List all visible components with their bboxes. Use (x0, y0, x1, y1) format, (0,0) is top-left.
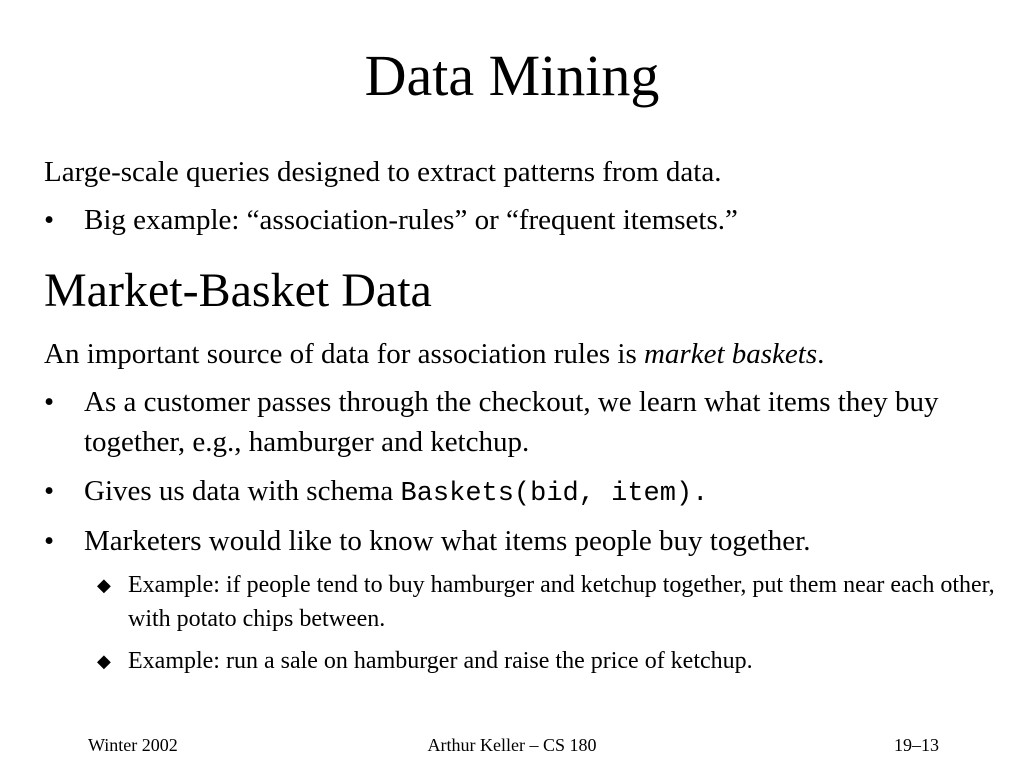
bullet-text (84, 471, 708, 514)
diamond-bullet-icon: ◆ (97, 575, 111, 595)
bullet-icon: • (44, 386, 55, 418)
schema-code: Baskets(bid, item). (400, 479, 709, 509)
bullet-icon: • (44, 204, 55, 236)
section-intro-text: An important source of data for association rules is (44, 338, 644, 370)
slide-title: Data Mining (364, 43, 660, 108)
section-intro-emphasis: market baskets (643, 338, 818, 370)
footer-slide-number: 19–13 (894, 735, 939, 755)
schema-text: Gives us data with schema (84, 475, 401, 507)
bullet-text: Big example: “association-rules” or “frequent itemsets.” (84, 204, 738, 236)
sub-bullet-text: Example: run a sale on hamburger and raise the price of ketchup. (128, 648, 753, 674)
footer-date: Winter 2002 (88, 735, 178, 755)
diamond-bullet-icon: ◆ (97, 651, 111, 671)
section-title: Market-Basket Data (44, 264, 432, 317)
section-intro (44, 334, 824, 374)
sub-bullet-text: Example: if people tend to buy hamburger and ketchup together, put them near each other, with potato chips between. (128, 572, 995, 632)
footer-author: Arthur Keller – CS 180 (427, 735, 597, 755)
bullet-icon: • (44, 475, 55, 507)
section-intro-period: . (817, 338, 825, 370)
intro-text: Large-scale queries designed to extract patterns from data. (44, 156, 722, 188)
bullet-text: Marketers would like to know what items people buy together. (84, 525, 811, 557)
bullet-text: As a customer passes through the checkout, we learn what items they buy together, e.g., hamburger and ketchup. (84, 386, 939, 458)
bullet-icon: • (44, 525, 55, 557)
